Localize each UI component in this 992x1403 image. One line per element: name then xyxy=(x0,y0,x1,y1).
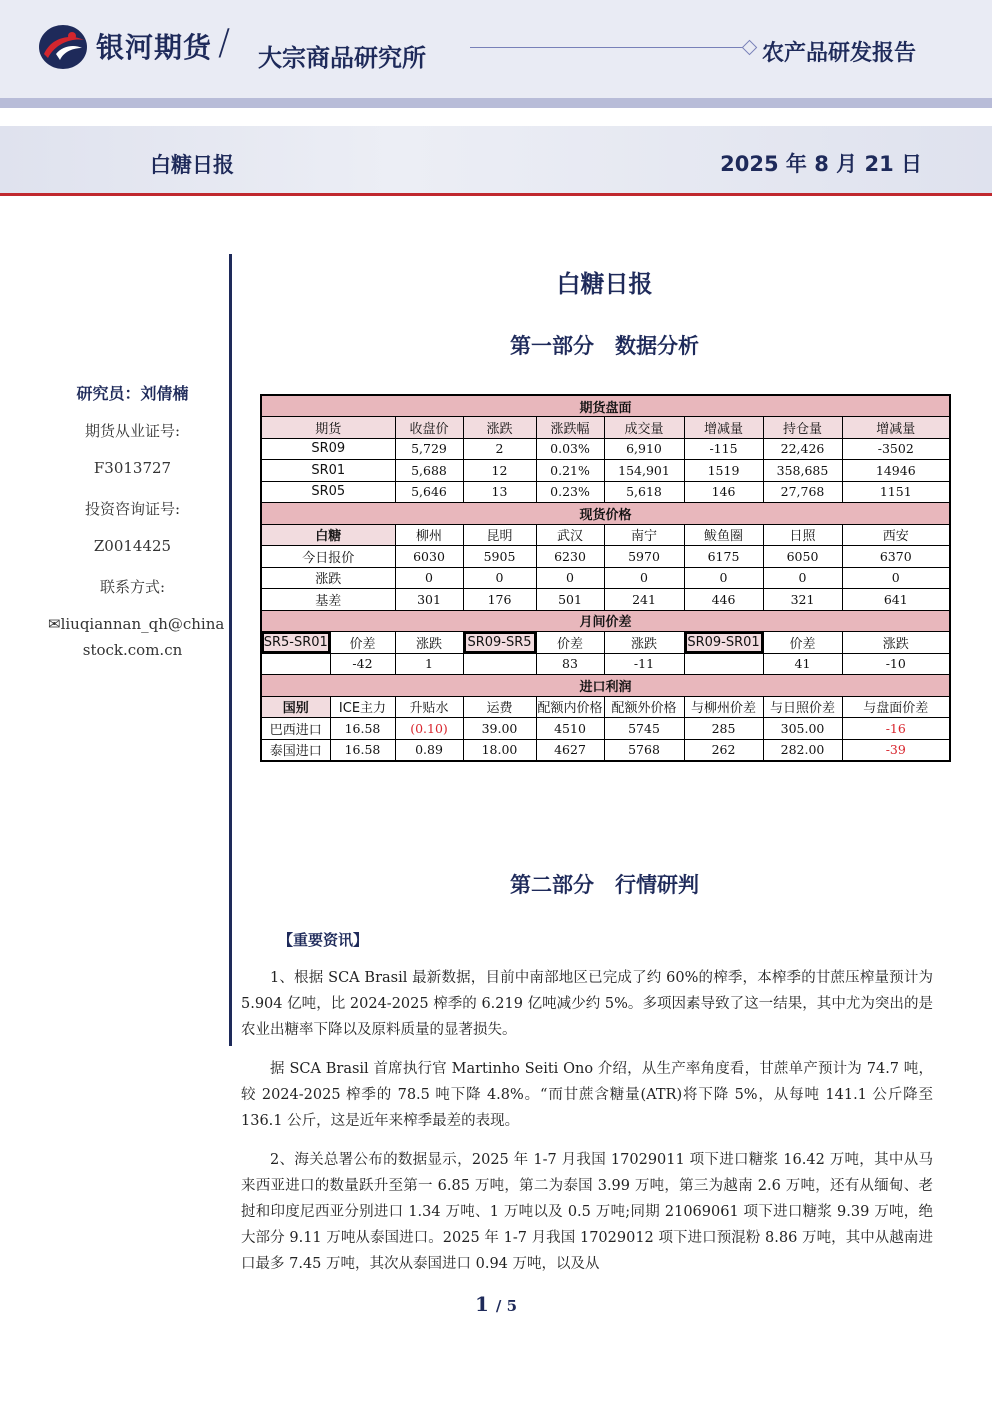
table-cell: 2 xyxy=(463,438,536,460)
futures-header-row xyxy=(261,417,950,439)
total-pages: 5 xyxy=(506,1297,518,1315)
table-cell: 涨跌 xyxy=(261,567,395,589)
section-title: 进口利润 xyxy=(261,675,950,697)
col-header: SR09-SR01 xyxy=(684,632,763,654)
table-cell: 0 xyxy=(463,567,536,589)
report-date: 2025 年 8 月 21 日 xyxy=(720,152,922,176)
main-title: 白糖日报 xyxy=(556,270,653,298)
col-header: 昆明 xyxy=(463,524,536,546)
col-header: 升贴水 xyxy=(395,696,463,718)
table-cell: 41 xyxy=(763,653,842,675)
col-header: 白糖 xyxy=(261,524,395,546)
col-header: 增减量 xyxy=(684,417,763,439)
table-cell: 4510 xyxy=(536,718,604,740)
spread-header-row xyxy=(261,632,950,654)
table-cell: 16.58 xyxy=(330,739,395,761)
table-cell: 0.23% xyxy=(536,481,604,503)
table-cell: 5745 xyxy=(604,718,684,740)
email-link[interactable] xyxy=(48,615,228,633)
news-paragraph-1: 1、根据 SCA Brasil 最新数据，目前中南部地区已完成了约 60%的榨季，本榨季的甘蔗压榨量预计为 5.904 亿吨，比 2024-2025 榨季的 6.219 亿吨减少约 5%。多项因素导致了这一结果，其中尤为突出的是农业出糖率下降以及原料质量的显著损失。 xyxy=(241,970,933,1038)
table-cell xyxy=(684,653,763,675)
col-header: SR09-SR5 xyxy=(463,632,536,654)
col-header: 涨跌 xyxy=(463,417,536,439)
part2-heading: 第二部分 行情研判 xyxy=(510,873,699,897)
table-cell: 5,618 xyxy=(604,481,684,503)
table-cell: 今日报价 xyxy=(261,546,395,568)
col-header: 成交量 xyxy=(604,417,684,439)
researcher-name: 研究员：刘倩楠 xyxy=(76,384,189,403)
col-header: 与日照价差 xyxy=(763,696,842,718)
col-header: 涨跌 xyxy=(842,632,950,654)
col-header: 西安 xyxy=(842,524,950,546)
table-cell: 27,768 xyxy=(763,481,842,503)
col-header: 南宁 xyxy=(604,524,684,546)
futures-section-row xyxy=(261,395,950,417)
consult-number: Z0014425 xyxy=(93,537,172,555)
news-paragraph-2: 据 SCA Brasil 首席执行官 Martinho Seiti Ono 介绍，从生产率角度看，甘蔗单产预计为 74.7 吨，较 2024-2025 榨季的 78.5 吨下降 4.8%。“而甘蔗含糖量(ATR)将下降 5%，从每吨 141.1 公斤降至 136.1 公斤，这是近年来榨季最差的表现。 xyxy=(241,1061,933,1129)
table-cell: 321 xyxy=(763,589,842,611)
col-header: 价差 xyxy=(536,632,604,654)
current-page: 1 xyxy=(474,1292,489,1316)
col-header: 日照 xyxy=(763,524,842,546)
spot-header-row xyxy=(261,524,950,546)
table-cell: 0.21% xyxy=(536,460,604,482)
table-cell: -3502 xyxy=(842,438,950,460)
report-title: 白糖日报 xyxy=(150,153,234,177)
table-cell: SR09 xyxy=(261,438,395,460)
license-number: F3013727 xyxy=(93,459,172,477)
subheader-red-rule xyxy=(0,193,992,196)
table-cell: 1519 xyxy=(684,460,763,482)
table-cell xyxy=(261,653,330,675)
table-row xyxy=(261,481,950,503)
contact-label: 联系方式: xyxy=(99,578,166,596)
header-rule xyxy=(470,47,745,48)
part1-heading: 第一部分 数据分析 xyxy=(510,334,699,358)
table-cell: 446 xyxy=(684,589,763,611)
col-header: 运费 xyxy=(463,696,536,718)
col-header: ICE主力 xyxy=(330,696,395,718)
envelope-icon: ✉ xyxy=(48,615,61,633)
email-line-1: liuqiannan_qh@china xyxy=(60,615,225,633)
table-cell: 5768 xyxy=(604,739,684,761)
section-title: 期货盘面 xyxy=(261,395,950,417)
col-header: 价差 xyxy=(330,632,395,654)
table-cell: 14946 xyxy=(842,460,950,482)
table-cell: 146 xyxy=(684,481,763,503)
table-cell: SR01 xyxy=(261,460,395,482)
table-cell: 基差 xyxy=(261,589,395,611)
table-cell: 0.03% xyxy=(536,438,604,460)
table-cell: -115 xyxy=(684,438,763,460)
header-stripe xyxy=(0,98,992,108)
col-header: 涨跌幅 xyxy=(536,417,604,439)
company-name: 银河期货 xyxy=(96,31,213,64)
col-header: 涨跌 xyxy=(395,632,463,654)
institute-name: 大宗商品研究所 xyxy=(258,44,426,72)
table-cell: 6175 xyxy=(684,546,763,568)
col-header: 配额内价格 xyxy=(536,696,604,718)
spot-section-row xyxy=(261,503,950,525)
table-cell: 305.00 xyxy=(763,718,842,740)
table-cell: 6050 xyxy=(763,546,842,568)
license-label: 期货从业证号: xyxy=(84,422,181,440)
table-cell: 39.00 xyxy=(463,718,536,740)
section-title: 月间价差 xyxy=(261,610,950,632)
table-cell: -10 xyxy=(842,653,950,675)
table-cell: 1 xyxy=(395,653,463,675)
col-header: 价差 xyxy=(763,632,842,654)
galaxy-logo-icon xyxy=(38,24,88,70)
news-heading: 【重要资讯】 xyxy=(278,931,369,949)
table-cell: 358,685 xyxy=(763,460,842,482)
section-title: 现货价格 xyxy=(261,503,950,525)
data-table xyxy=(260,394,951,762)
col-header: 持仓量 xyxy=(763,417,842,439)
table-cell: 154,901 xyxy=(604,460,684,482)
table-cell: 6,910 xyxy=(604,438,684,460)
col-header: 武汉 xyxy=(536,524,604,546)
table-cell: 301 xyxy=(395,589,463,611)
table-cell: 12 xyxy=(463,460,536,482)
header-divider-slash: / xyxy=(218,22,231,63)
table-cell: 5970 xyxy=(604,546,684,568)
table-cell: 262 xyxy=(684,739,763,761)
col-header: 鲅鱼圈 xyxy=(684,524,763,546)
col-header: 涨跌 xyxy=(604,632,684,654)
table-cell: (0.10) xyxy=(395,718,463,740)
table-cell: 282.00 xyxy=(763,739,842,761)
col-header: SR5-SR01 xyxy=(261,632,330,654)
email-line-2: stock.com.cn xyxy=(82,641,183,659)
table-cell: -39 xyxy=(842,739,950,761)
table-cell: -16 xyxy=(842,718,950,740)
table-cell: 0 xyxy=(763,567,842,589)
table-row xyxy=(261,567,950,589)
col-header: 增减量 xyxy=(842,417,950,439)
table-cell: 5905 xyxy=(463,546,536,568)
import-header-row xyxy=(261,696,950,718)
table-row xyxy=(261,460,950,482)
table-cell: -42 xyxy=(330,653,395,675)
col-header: 国别 xyxy=(261,696,330,718)
sidebar-rule xyxy=(229,254,232,1046)
col-header: 与盘面价差 xyxy=(842,696,950,718)
col-header: 配额外价格 xyxy=(604,696,684,718)
import-section-row xyxy=(261,675,950,697)
table-cell: 0 xyxy=(536,567,604,589)
table-cell: 6030 xyxy=(395,546,463,568)
table-cell: 641 xyxy=(842,589,950,611)
table-cell: 285 xyxy=(684,718,763,740)
table-cell: 18.00 xyxy=(463,739,536,761)
table-cell: SR05 xyxy=(261,481,395,503)
table-cell: 0 xyxy=(684,567,763,589)
consult-label: 投资咨询证号: xyxy=(84,500,181,518)
spread-section-row xyxy=(261,610,950,632)
table-cell: 5,646 xyxy=(395,481,463,503)
table-cell: 0 xyxy=(604,567,684,589)
table-cell xyxy=(463,653,536,675)
table-cell: 16.58 xyxy=(330,718,395,740)
col-header: 期货 xyxy=(261,417,395,439)
col-header: 收盘价 xyxy=(395,417,463,439)
table-cell: 泰国进口 xyxy=(261,739,330,761)
table-cell: -11 xyxy=(604,653,684,675)
table-row xyxy=(261,438,950,460)
table-row xyxy=(261,546,950,568)
table-cell: 0 xyxy=(395,567,463,589)
table-cell: 13 xyxy=(463,481,536,503)
table-cell: 501 xyxy=(536,589,604,611)
table-cell: 22,426 xyxy=(763,438,842,460)
report-type: 农产品研发报告 xyxy=(762,41,917,66)
table-cell: 176 xyxy=(463,589,536,611)
table-row xyxy=(261,718,950,740)
table-cell: 83 xyxy=(536,653,604,675)
page-number: 1 / 5 xyxy=(474,1292,518,1316)
table-row xyxy=(261,653,950,675)
col-header: 与柳州价差 xyxy=(684,696,763,718)
table-cell: 1151 xyxy=(842,481,950,503)
table-cell: 241 xyxy=(604,589,684,611)
table-cell: 5,729 xyxy=(395,438,463,460)
news-paragraph-3: 2、海关总署公布的数据显示，2025 年 1-7 月我国 17029011 项下进口糖浆 16.42 万吨，其中从马来西亚进口的数量跃升至第一 6.85 万吨，第二为泰国 3.99 万吨，第三为越南 2.6 万吨，还有从缅甸、老挝和印度尼西亚分别进口 1.34 万吨、1 万吨以及 0.5 万吨;同期 21069061 项下进口糖浆 9.39 万吨，绝大部分 9.11 万吨从泰国进口。2025 年 1-7 月我国 17029012 项下进口预混粉 8.86 万吨，其中从越南进口最多 7.45 万吨，其次从泰国进口 0.94 万吨，以及从 xyxy=(241,1152,933,1272)
table-row xyxy=(261,739,950,761)
table-row xyxy=(261,589,950,611)
table-cell: 5,688 xyxy=(395,460,463,482)
table-cell: 巴西进口 xyxy=(261,718,330,740)
table-cell: 0 xyxy=(842,567,950,589)
col-header: 柳州 xyxy=(395,524,463,546)
table-cell: 6370 xyxy=(842,546,950,568)
table-cell: 4627 xyxy=(536,739,604,761)
table-cell: 6230 xyxy=(536,546,604,568)
table-cell: 0.89 xyxy=(395,739,463,761)
